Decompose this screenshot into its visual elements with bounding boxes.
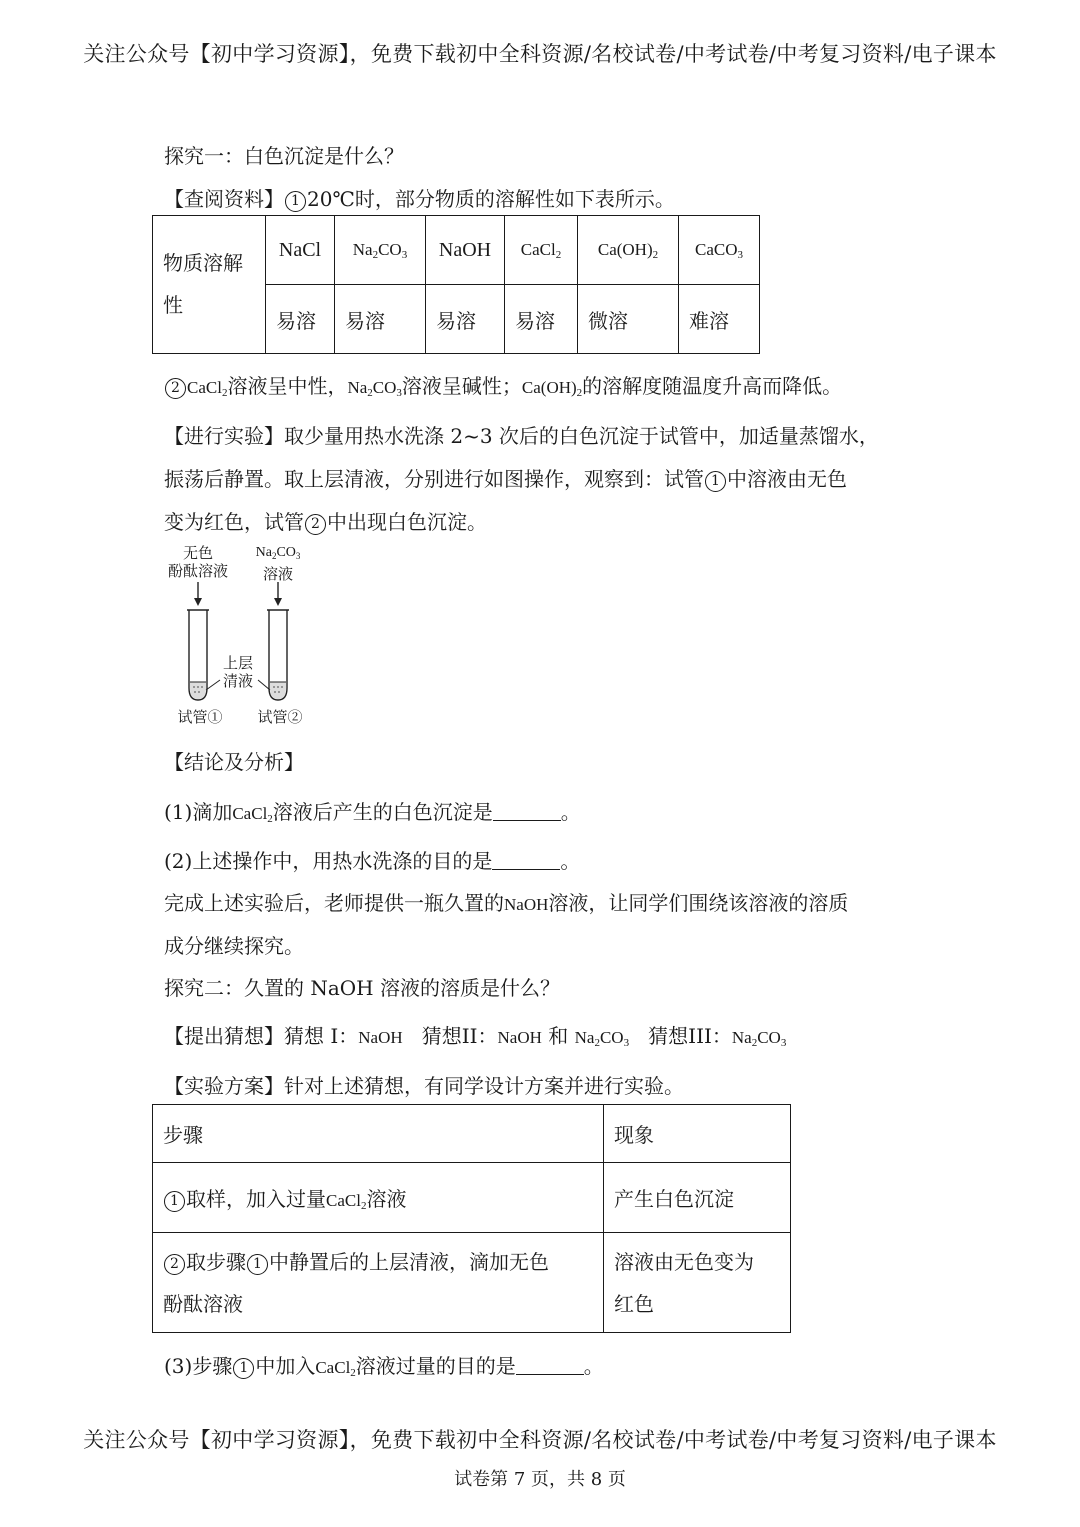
circled-1: 1 xyxy=(233,1358,254,1379)
circled-2: 2 xyxy=(305,514,326,535)
reference-info-2: 2 CaCl$_2$溶液呈中性，$Na_2CO_3$溶液呈碱性；$Ca(OH)_2$的溶解度随温度升高而降低。 xyxy=(164,370,842,399)
solubility-cell: 易溶 xyxy=(266,285,335,354)
solubility-cell: 难溶 xyxy=(679,285,760,354)
experiment-plan-table xyxy=(152,1104,791,1333)
substance-caco3: CaCO$_3$ xyxy=(679,216,760,285)
page-number: 试卷第 7 页，共 8 页 xyxy=(454,1469,626,1490)
reagent-1-line-2: 酚酞溶液 xyxy=(167,562,228,580)
explore-two-title: 探究二：久置的 NaOH 溶液的溶质是什么？ xyxy=(164,976,560,1000)
reagent-1-line-1: 无色 xyxy=(182,544,213,562)
liquid-line-2: 清液 xyxy=(222,672,253,690)
circled-1: 1 xyxy=(285,191,306,212)
experiment-line-1: 【进行实验】取少量用热水洗涤 2~3 次后的白色沉淀于试管中，加适量蒸馏水， xyxy=(164,424,879,448)
question-3: (3)步骤 1 中加入CaCl$_2$溶液过量的目的是 。 xyxy=(164,1354,604,1379)
reagent-2-line-2: 溶液 xyxy=(262,565,293,583)
answer-blank xyxy=(492,851,560,870)
header-step: 步骤 xyxy=(153,1105,604,1163)
substance-nacl: NaCl xyxy=(266,216,335,285)
circled-1: 1 xyxy=(164,1191,185,1212)
question-2: (2)上述操作中，用热水洗涤的目的是 。 xyxy=(164,849,581,873)
page-footer: 关注公众号【初中学习资源】，免费下载初中全科资源/名校试卷/中考试卷/中考复习资料/电子课本 xyxy=(83,1428,997,1452)
substance-caoh2: $Ca(OH)_2$ xyxy=(578,216,679,285)
circled-1: 1 xyxy=(705,471,726,492)
circled-2: 2 xyxy=(165,378,186,399)
circled-1: 1 xyxy=(247,1254,268,1275)
circled-2: 2 xyxy=(164,1254,185,1275)
substance-cacl2: CaCl$_2$ xyxy=(505,216,578,285)
tube-2-label: 试管② xyxy=(257,708,303,726)
phenomenon-1-cell: 产生白色沉淀 xyxy=(604,1163,791,1233)
solubility-cell: 微溶 xyxy=(578,285,679,354)
step-1-cell: 1 取样，加入过量CaCl$_2$溶液 xyxy=(153,1163,604,1233)
answer-blank xyxy=(493,802,561,821)
phenomenon-2-cell: 溶液由无色变为 红色 xyxy=(604,1233,791,1333)
answer-blank xyxy=(516,1356,584,1375)
solubility-table xyxy=(152,215,760,354)
paragraph-line-1: 完成上述实验后，老师提供一瓶久置的NaOH溶液，让同学们围绕该溶液的溶质 xyxy=(164,891,849,915)
solubility-cell: 易溶 xyxy=(426,285,505,354)
liquid-line-1: 上层 xyxy=(222,654,253,672)
conclusion-title: 【结论及分析】 xyxy=(164,750,304,774)
question-1: (1)滴加CaCl$_2$溶液后产生的白色沉淀是 。 xyxy=(164,800,581,825)
substance-na2co3: $Na_2CO_3$ xyxy=(335,216,426,285)
explore-one-title: 探究一：白色沉淀是什么？ xyxy=(164,144,404,168)
hypothesis-line: 【提出猜想】猜想 I：NaOH 猜想II：NaOH 和 $Na_2CO_3$ 猜想III：$Na_2CO_3$ xyxy=(164,1024,787,1049)
solubility-cell: 易溶 xyxy=(505,285,578,354)
liquid-label xyxy=(214,654,262,690)
test-tubes-drawing xyxy=(160,542,320,732)
experiment-line-3: 变为红色，试管 2 中出现白色沉淀。 xyxy=(164,510,487,534)
test-tube-diagram xyxy=(160,542,320,732)
header-phenomenon: 现象 xyxy=(604,1105,791,1163)
reagent-2-formula: $Na_2CO_3$ xyxy=(255,545,301,561)
substance-naoh: NaOH xyxy=(426,216,505,285)
reference-info-1: 【查阅资料】 1 20℃时，部分物质的溶解性如下表所示。 xyxy=(164,187,675,211)
step-2-cell: 2 取步骤 1 中静置后的上层清液，滴加无色 酚酞溶液 xyxy=(153,1233,604,1333)
paragraph-line-2: 成分继续探究。 xyxy=(164,934,304,958)
page-header: 关注公众号【初中学习资源】，免费下载初中全科资源/名校试卷/中考试卷/中考复习资料/电子课本 xyxy=(83,42,997,66)
experiment-line-2: 振荡后静置。取上层清液，分别进行如图操作，观察到：试管 1 中溶液由无色 xyxy=(164,467,847,491)
plan-line: 【实验方案】针对上述猜想，有同学设计方案并进行实验。 xyxy=(164,1074,684,1098)
tube-1-label: 试管① xyxy=(177,708,223,726)
solubility-cell: 易溶 xyxy=(335,285,426,354)
table-row-header: 物质溶解 性 xyxy=(153,216,266,354)
